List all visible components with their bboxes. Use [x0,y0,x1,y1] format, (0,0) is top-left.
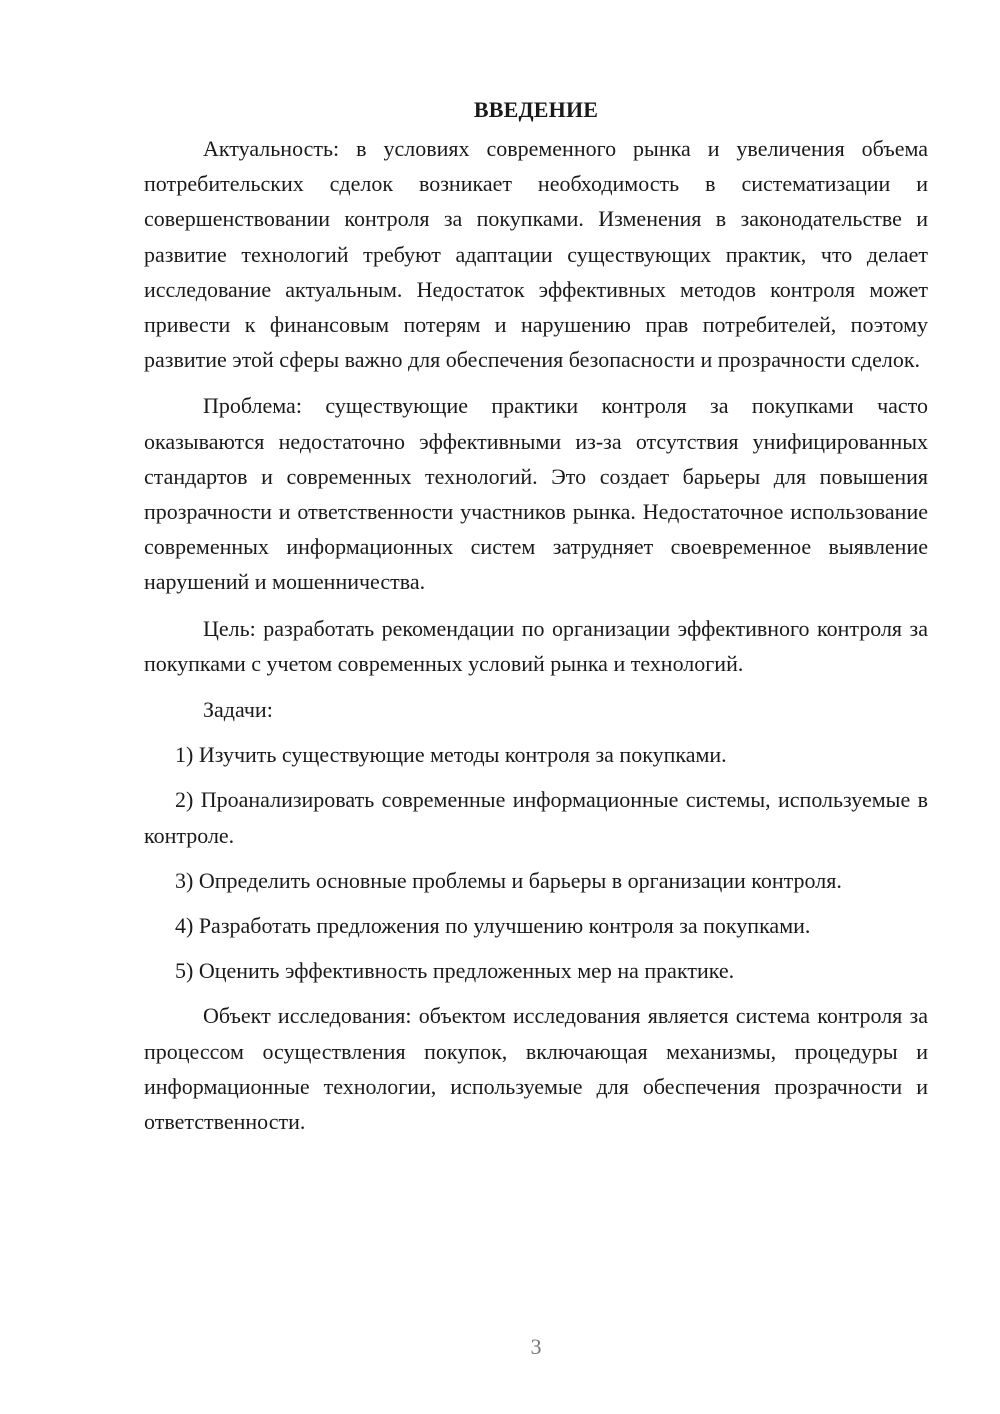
task-item: 3) Определить основные проблемы и барьеры в организации контроля. [175,867,842,893]
goal-paragraph: Цель: разработать рекомендации по организации эффективного контроля за покупками с учетом современных условий рынка и технологий. [144,615,928,676]
task-item: 5) Оценить эффективность предложенных мер на практике. [175,958,735,984]
task-item: 2) Проанализировать современные информационные системы, используемые в контроле. [144,787,928,848]
tasks-list [144,737,928,988]
problem-paragraph: Проблема: существующие практики контроля за покупками часто оказываются недостаточно эффективными из-за отсутствия унифицированных стандартов и современных технологий. Это создает барьеры для повышения прозрачности и ответственности участников рынка. Недостаточное использование современных информационных систем затрудняет своевременное выявление нарушений и мошенничества. [144,393,928,595]
page-content [144,92,928,1150]
task-item: 1) Изучить существующие методы контроля за покупками. [175,742,727,768]
task-item: 4) Разработать предложения по улучшению контроля за покупками. [175,913,811,939]
object-paragraph: Объект исследования: объектом исследования является система контроля за процессом осуществления покупок, включающая механизмы, процедуры и информационные технологии, используемые для обеспечения прозрачности и ответственности. [144,1003,928,1135]
page-number: 3 [530,1334,542,1359]
section-title: ВВЕДЕНИЕ [473,97,599,122]
tasks-heading: Задачи: [203,697,273,723]
relevance-paragraph: Актуальность: в условиях современного рынка и увеличения объема потребительских сделок возникает необходимость в систематизации и совершенствовании контроля за покупками. Изменения в законодательстве и развитие технологий требуют адаптации существующих практик, что делает исследование актуальным. Недостаток эффективных методов контроля может привести к финансовым потерям и нарушению прав потребителей, поэтому развитие этой сферы важно для обеспечения безопасности и прозрачности сделок. [144,136,928,373]
